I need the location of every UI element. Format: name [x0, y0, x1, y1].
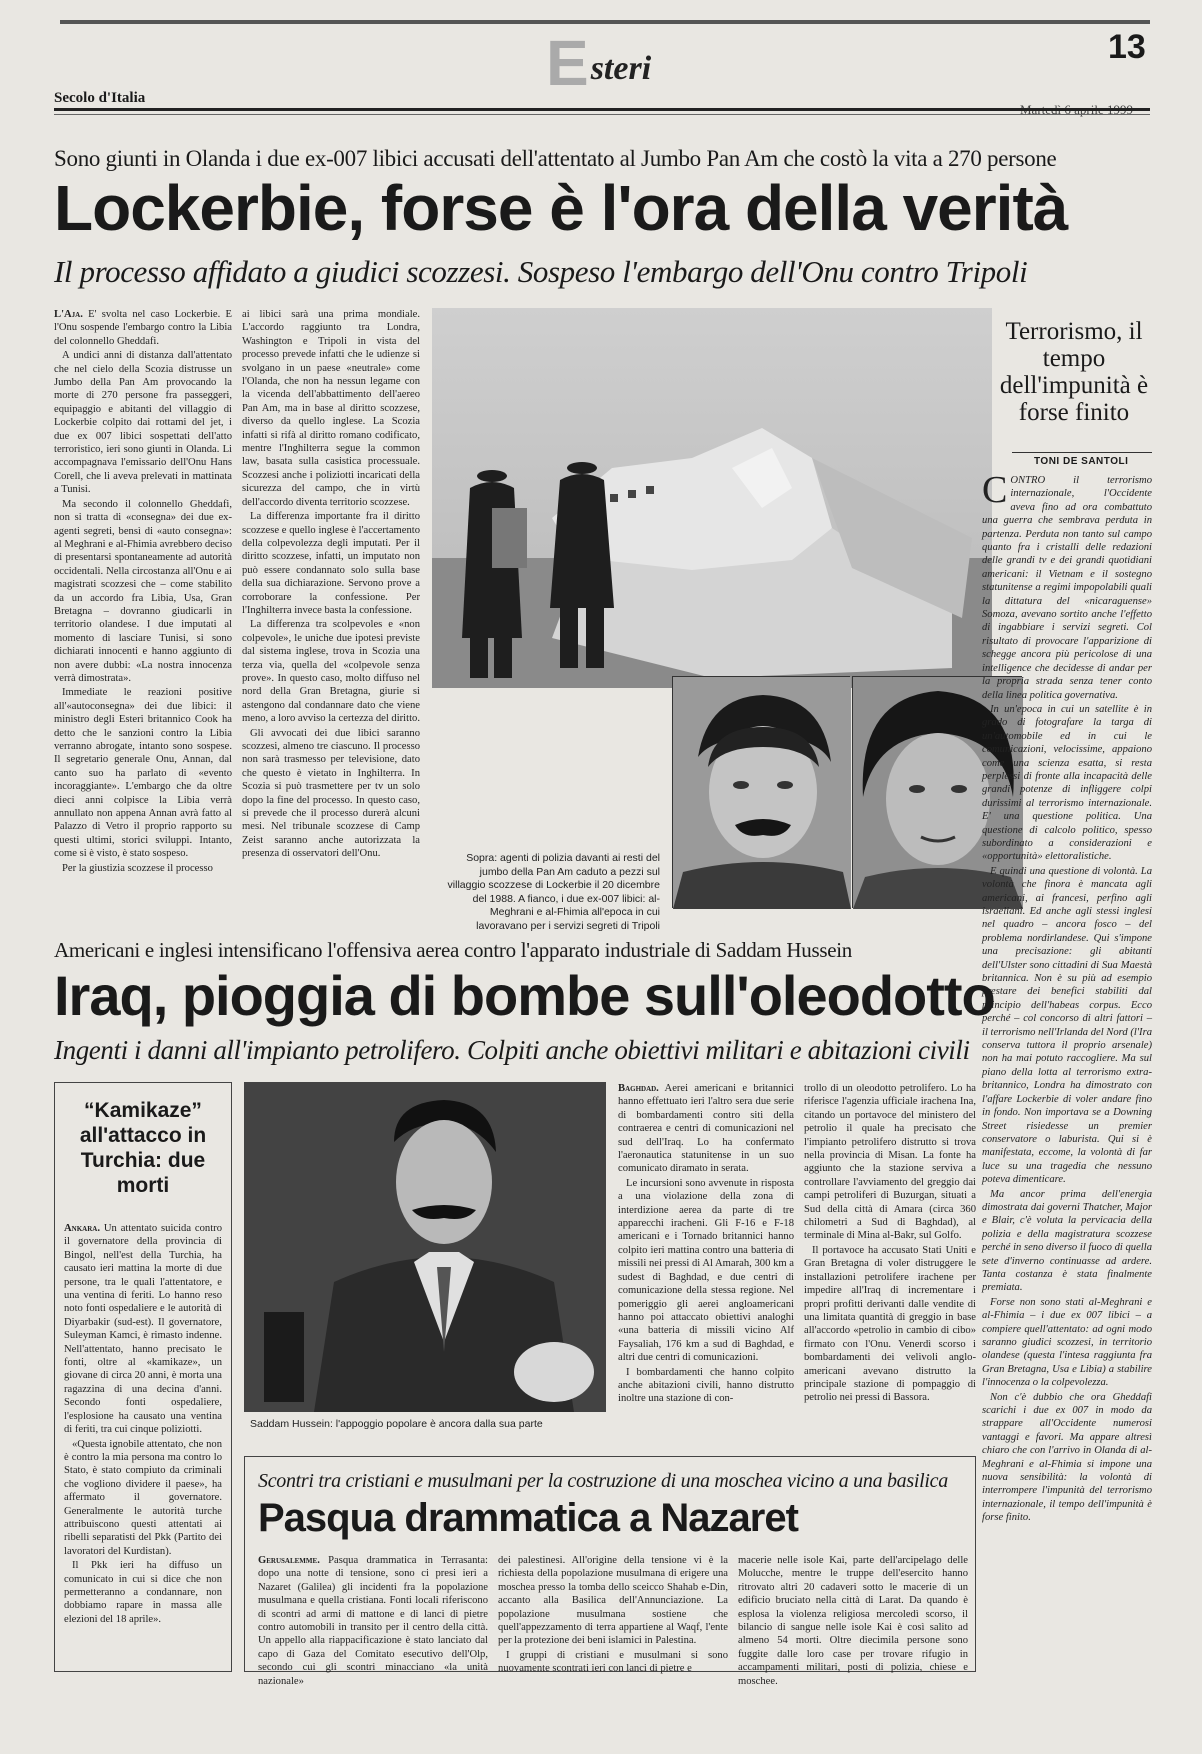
lockerbie-column-1: [54, 308, 232, 918]
lockerbie-paragraph: Gli avvocati dei due libici saranno scozzesi, almeno tre ciascuno. Il processo non sarà trasmesso per televisione, dato che questo è vietato in Inghilterra. In Scozia si può trasmettere per tv un solo dopo la fine del processo. In questo caso, si prevede che il processo durerà alcuni mesi. Nel tribunale scozzese di Camp Zeist saranno anche autorizzata la presenza di osservatori dell'Onu.: [242, 727, 420, 860]
lockerbie-paragraph: La differenza tra scolpevoles e «non colpevole», le uniche due ipotesi previste dal sistema inglese, trova in Scozia una terza via, quella del «colpevole senza prove». In questo caso, molto diffuso nel nord della Gran Bretagna, giurie si astengono dal condannare dato che viene meno, a loro avviso la certezza del diritto.: [242, 619, 420, 725]
nazaret-column-3: [738, 1554, 968, 1687]
lockerbie-paragraph: E' svolta nel caso Lockerbie. E l'Onu sospende l'embargo contro la Libia del colonnello Gheddafi.: [54, 309, 232, 347]
lockerbie-paragraph: A undici anni di distanza dall'attentato che nel cielo della Scozia distrusse un Jumbo della Pan Am provocando la morte di 270 persone fra passeggeri, equipaggio e abitanti del villaggio di Lockerbie colpito dai rottami del jet, i due ex 007 libici sospettati dell'atto terroristico, ieri sono giunti in Olanda. Li accompagnava l'emissario dell'Onu Hans Corell, che li aveva prelevati in mattinata a Tunisi.: [54, 350, 232, 496]
iraq-dateline: Baghdad.: [618, 1083, 659, 1094]
editorial-paragraph: In un'epoca in cui un satellite è in grado di fotografare la targa di un'automobile ed in cui le comunicazioni, velocissime, appaiono come una scienza esatta, si resta perplessi di fronte alla incapacità delle grandi potenze di infliggere colpi durissimi al terrorismo internazionale. E' una questione politica. Una questione di calcolo politico, spesso subordinato a considerazioni e «opportunità» elettoralistiche.: [982, 703, 1152, 863]
iraq-paragraph: Le incursioni sono avvenute in risposta a una violazione della zona di interdizione aerea da parte di tre apparecchi iracheni. Gli F-16 e F-18 americani e i Tornado britannici hanno colpito ieri mattina contro una batteria di missili nei pressi di Al Amarah, 300 km a sudest di Baghdad, e due centri di comunicazione della stessa regione. Nel pomeriggio gli aerei angloamericani hanno poi attaccato obiettivi analoghi «una batteria di missili vicino Alf Faysaliah, 176 km a sud di Baghdad, e altri due centri di comunicazioni.: [618, 1177, 794, 1364]
editorial-paragraph: Ma ancor prima dell'energia dimostrata dai governi Thatcher, Major e Blair, c'è voluta la pervicacia della polizia e della magistratura scozzese perché in seno diverso il fuoco di quella sete d'inverno continuasse ad ardere. Tanta costanza è stata finalmente premiata.: [982, 1188, 1152, 1294]
saddam-hussein-photo: [244, 1082, 606, 1412]
turkey-paragraph: Un attentato suicida contro il governatore della provincia di Bingol, nell'est della Turchia, ha causato ieri mattina la morte di due persone, tra le quali l'attentatore, e una ventina di feriti. Lo hanno reso noto fonti ospedaliere e le autorità di Diyarbakir (sud-est). Il governatore, Suleyman Kamci, è rimasto indenne. Nell'attentato, hanno precisato le fonti, oltre al «kamikaze», un giovane di circa 20 anni, è morta una ragazzina di una decina d'anni. Secondo fonti ospedaliere, l'esplosione ha causato una ventina di feriti, tra cui cinque poliziotti.: [64, 1223, 222, 1436]
section-initial: E: [546, 27, 589, 99]
nazaret-column-2: [498, 1554, 728, 1675]
editorial-title: Terrorismo, il tempo dell'impunità è forse finito: [999, 318, 1149, 426]
editorial-rule: [1012, 452, 1152, 453]
nazaret-kicker: Scontri tra cristiani e musulmani per la costruzione di una moschea vicino a una basilica: [258, 1470, 948, 1492]
nazaret-headline: Pasqua drammatica a Nazaret: [258, 1496, 798, 1540]
nazaret-paragraph: I gruppi di cristiani e musulmani si sono nuovamente scontrati ieri con lanci di pietre e: [498, 1649, 728, 1675]
lockerbie-paragraph: La differenza importante fra il diritto scozzese e quello inglese è l'accertamento della colpevolezza degli imputati. Per il diritto scozzese, infatti, un imputato non può essere condannato solo sulla base della sua dichiarazione. Servono prove a corroborare la confessione. Per l'Inghilterra invece basta la confessione.: [242, 511, 420, 616]
turkey-dateline: Ankara.: [64, 1223, 100, 1234]
lockerbie-wreckage-photo: [432, 308, 992, 688]
section-name: steri: [590, 50, 652, 87]
turkey-paragraph: Il Pkk ieri ha diffuso un comunicato in cui si dice che non permetteranno a condannare, non dobbiamo rapare in massa alle elezioni del 18 aprile».: [64, 1560, 222, 1625]
editorial-paragraph: E quindi una questione di volontà. La volontà che finora è mancata agli americani, ai francesi, perfino agli israeliani. Ed anche agli stessi inglesi nel quadro – ancora fosco – del problema nordirlandese. Qui s'impone una precisazione: gli abitanti dell'Ulster sono cittadini di Sua Maestà britannica. Non è su più ad esempio prestare dei benefici stabiliti dal principio dell'habeas corpus. Ecco perché – col concorso di altri fattori – il terrorismo nell'Irlanda del Nord (l'Ira conserva tuttora il proprio arsenale) non ha mai potuto raccogliere. Ma sul piano della lotta al terrorismo extra-britannico, Londra ha dimostrato con l'affare Lockerbie di voler andare fino in fondo. Non importava se a Downing Street risiedesse un premier conservatore o laburista. Qui si è manifestata, eccome, la volontà di far luce su una tragedia che nessuno poteva dimenticare.: [982, 865, 1153, 1186]
top-rule: [60, 20, 1150, 24]
lockerbie-subhead: Il processo affidato a giudici scozzesi. Sospeso l'embargo dell'Onu contro Tripoli: [54, 254, 1028, 289]
lockerbie-paragraph: Per la giustizia scozzese il processo: [62, 862, 213, 874]
editorial-column: [982, 469, 1153, 1664]
iraq-headline: Iraq, pioggia di bombe sull'oleodotto: [54, 964, 995, 1027]
iraq-paragraph: Il portavoce ha accusato Stati Uniti e Gran Bretagna di voler distruggere le installazioni petrolifere irachene per impedire all'Iraq di incrementare i propri profitti derivanti dalle vendite di una limitata quantità di greggio in base all'accordo «petrolio in cambio di cibo» firmato con l'Onu. Venerdì scorso i bombardamenti dei velivoli anglo-americani avevano distrutto la principale stazione di pompaggio di petrolio nei pressi di Bassora.: [804, 1244, 976, 1404]
lockerbie-paragraph: Ma secondo il colonnello Gheddafi, non si tratta di «consegna» dei due ex-agenti segreti, bensì di «auto consegna»: al Meghrani e al-Fhimia avrebbero deciso di presentarsi spontaneamente ad autorità occidentali. Nella circostanza all'Onu e ai magistrati scozzesi che – come stabilito da un accordo fra Libia, Usa, Gran Bretagna – dovranno giudicarli in territorio olandese. I due imputati al momento di lasciare Tunisi, si sono dichiarati innocenti e hanno aggiunto di non avere dubbi: «La nostra innocenza verrà dimostrata».: [54, 498, 232, 684]
lockerbie-column-2: [242, 308, 420, 918]
iraq-kicker: Americani e inglesi intensificano l'offensiva aerea contro l'apparato industriale di Saddam Hussein: [54, 938, 852, 962]
masthead-rule-thin: [54, 114, 1150, 115]
iraq-paragraph: Aerei americani e britannici hanno effettuato ieri l'altro sera due serie di bombardamenti contro siti della contraerea e centri di comunicazioni nel sud dell'Iraq. Lo ha confermato l'aeronautica statunitense in un suo comunicato diramato in serata.: [618, 1083, 794, 1175]
newspaper-name: Secolo d'Italia: [54, 90, 146, 106]
editorial-paragraph: Non c'è dubbio che ora Gheddafi scarichi i due ex 007 in modo da strappare all'Occidente numerosi vantaggi e favori. Ma appare altresì chiaro che con l'arrivo in Olanda di al-Meghrani e al-Fhimia si impone una nuova sensibilità: la volontà di interrompere l'impunità del terrorismo internazionale, il tempo dell'impunità è forse finito.: [982, 1391, 1152, 1524]
nazaret-paragraph: dei palestinesi. All'origine della tensione vi è la richiesta della popolazione musulmana di erigere una moschea presso la tomba dello sceicco Shahab e-Din, accanto alla Basilica dell'Annunciazione. La popolazione musulmana sostiene che quell'appezzamento di terra appartiene al Waqf, l'ente per la protezione dei beni islamici in Palestina.: [498, 1555, 728, 1647]
masthead-rule: [54, 108, 1150, 111]
nazaret-paragraph: Pasqua drammatica in Terrasanta: dopo una notte di tensione, sono ci presi ieri a Nazaret (Galilea) gli incidenti fra la popolazione musulmana e quella cristiana. Fonti locali riferiscono di scontri ad armi di mattone e di lanci di pietre contro automobili in transito per il centro della città. Un appello alla riappacificazione è stato lanciato dal capo di Gaza del Comitato esecutivo dell'Olp, secondo cui gli scontri minacciano «la unità nazionale»: [258, 1555, 488, 1687]
iraq-column-2: [804, 1082, 976, 1442]
saddam-photo-caption: Saddam Hussein: l'appoggio popolare è ancora dalla sua parte: [250, 1418, 543, 1430]
page-number: 13: [1108, 28, 1146, 66]
nazaret-dateline: Gerusalemme.: [258, 1555, 320, 1566]
lockerbie-photo-caption: Sopra: agenti di polizia davanti ai resti del jumbo della Pan Am caduto a pezzi sul villaggio scozzese di Lockerbie il 20 dicembre del 1988. A fianco, i due ex-007 libici: al-Meghrani e al-Fhimia all'epoca in cui lavoravano per i servizi segreti di Tripoli: [447, 852, 660, 932]
turkey-column: [64, 1222, 222, 1662]
iraq-subhead: Ingenti i danni all'impianto petrolifero. Colpiti anche obiettivi militari e abitazioni civili: [54, 1035, 970, 1065]
editorial-paragraph: Forse non sono stati al-Meghrani e al-Fhimia – i due ex 007 libici – a compiere quell'attentato: ad ogni modo saranno giudici scozzesi, in territorio olandese (questa l'intesa raggiunta fra Gran Bretagna, Usa e Libia) a stabilire l'innocenza o la colpevolezza.: [982, 1296, 1152, 1389]
turkey-title: “Kamikaze” all'attacco in Turchia: due morti: [79, 1099, 207, 1197]
lockerbie-kicker: Sono giunti in Olanda i due ex-007 libici accusati dell'attentato al Jumbo Pan Am che costò la vita a 270 persone: [54, 146, 1057, 171]
lockerbie-headline: Lockerbie, forse è l'ora della verità: [54, 172, 1068, 244]
turkey-paragraph: «Questa ignobile attentato, che non è contro la mia persona ma contro lo Stato, è stato compiuto da criminali che vogliono dividere il paese», ha affermato il governatore. Generalmente le autorità turche attribuiscono questi attentati ai ribelli separatisti del Pkk (Partito dei lavoratori del Kurdistan).: [64, 1438, 222, 1557]
iraq-paragraph: trollo di un oleodotto petrolifero. Lo ha riferisce l'agenzia ufficiale irachena Ina, citando un portavoce del ministero del petrolio il quale ha precisato che l'impianto petrolifero distrutto si trova nella provincia di Misan. La fonte ha aggiunto che la stazione serviva a controllare l'avviamento del greggio dai campi petroliferi di Buzurgan, situati a Sud della città di Amara (circa 360 chilometri a Sud di Baghdad), al terminale di Mina al-Bakr, sul Golfo.: [804, 1083, 976, 1242]
iraq-paragraph: I bombardamenti che hanno colpito anche abitazioni civili, hanno distrutto inoltre una stazione di con-: [618, 1366, 794, 1405]
lockerbie-dateline: L'Aja.: [54, 309, 83, 320]
nazaret-column-1: [258, 1554, 488, 1687]
editorial-dropcap: C: [982, 469, 1008, 511]
iraq-column-1: [618, 1082, 794, 1442]
editorial-paragraph: ONTRO il terrorismo internazionale, l'Occidente aveva fino ad ora combattuto una guerra che sembrava perduta in partenza. Perduta non tanto sul campo quanto fra i cristalli delle redazioni delle grandi tv e dei grandi quotidiani americani: il Vietnam e il sostegno statunitense a regimi impopolabili quali la dittatura del «nicaraguense» Somoza, avevano sortito anche l'effetto di ingabbiare i servizi segreti. Col risultato di provocare l'apparizione di schegge ancora più pericolose di una intelligence che decidesse di andar per la propria strada senza tener conto della linea politica governativa.: [982, 475, 1152, 701]
lockerbie-paragraph: ai libici sarà una prima mondiale. L'accordo raggiunto tra Londra, Washington e Tripoli in vista del processo prevede infatti che le udienze si svolgano in un paese «neutrale» come l'Olanda, che non ha nessun legame con la vicenda dell'abbattimento dell'aereo Pan Am, ma in base al diritto scozzese, diverso da quello inglese. La Scozia infatti si rifà al diritto romano codificato, mentre l'Inghilterra segue la common law, basata sulla casistica processuale. Scozzesi anche i poliziotti incaricati della sicurezza del campo, che in virtù dell'accordo diventa territorio scozzese.: [242, 309, 420, 508]
editorial-byline: TONI DE SANTOLI: [1034, 456, 1129, 467]
section-title: [546, 27, 652, 99]
suspect-photo-al-meghrani: [672, 676, 850, 908]
nazaret-paragraph: macerie nelle isole Kai, parte dell'arcipelago delle Molucche, mentre le truppe dell'esercito hanno ritrovato altri 20 cadaveri sotto le macerie di un edificio bruciato nella città di Larat. Da quando è esplosa la violenza religiosa mercoledì scorso, il bilancio di sangue nelle isole Kai è così salito ad almeno 54 morti. Oltre diecimila persone sono fuggite dalle loro case per trovare rifugio in accampamenti militari, posti di polizia, chiese e moschee.: [738, 1555, 968, 1687]
lockerbie-paragraph: Immediate le reazioni positive all'«autoconsegna» dei due libici: il ministro degli Esteri britannico Cook ha detto che le sanzioni contro la Libia verranno abrogate, intanto sono sospese. Il segretario generale Onu, Annan, dal canto suo ha parlato di «evento incoraggiante». L'embargo che da oltre dieci anni colpisce la Libia verrà annullato non appena Annan avrà fatto al Palazzo di Vetro il proprio rapporto su questi ultimi, storici sviluppi. Intanto, come si è visto, è stato sospeso.: [54, 687, 232, 860]
